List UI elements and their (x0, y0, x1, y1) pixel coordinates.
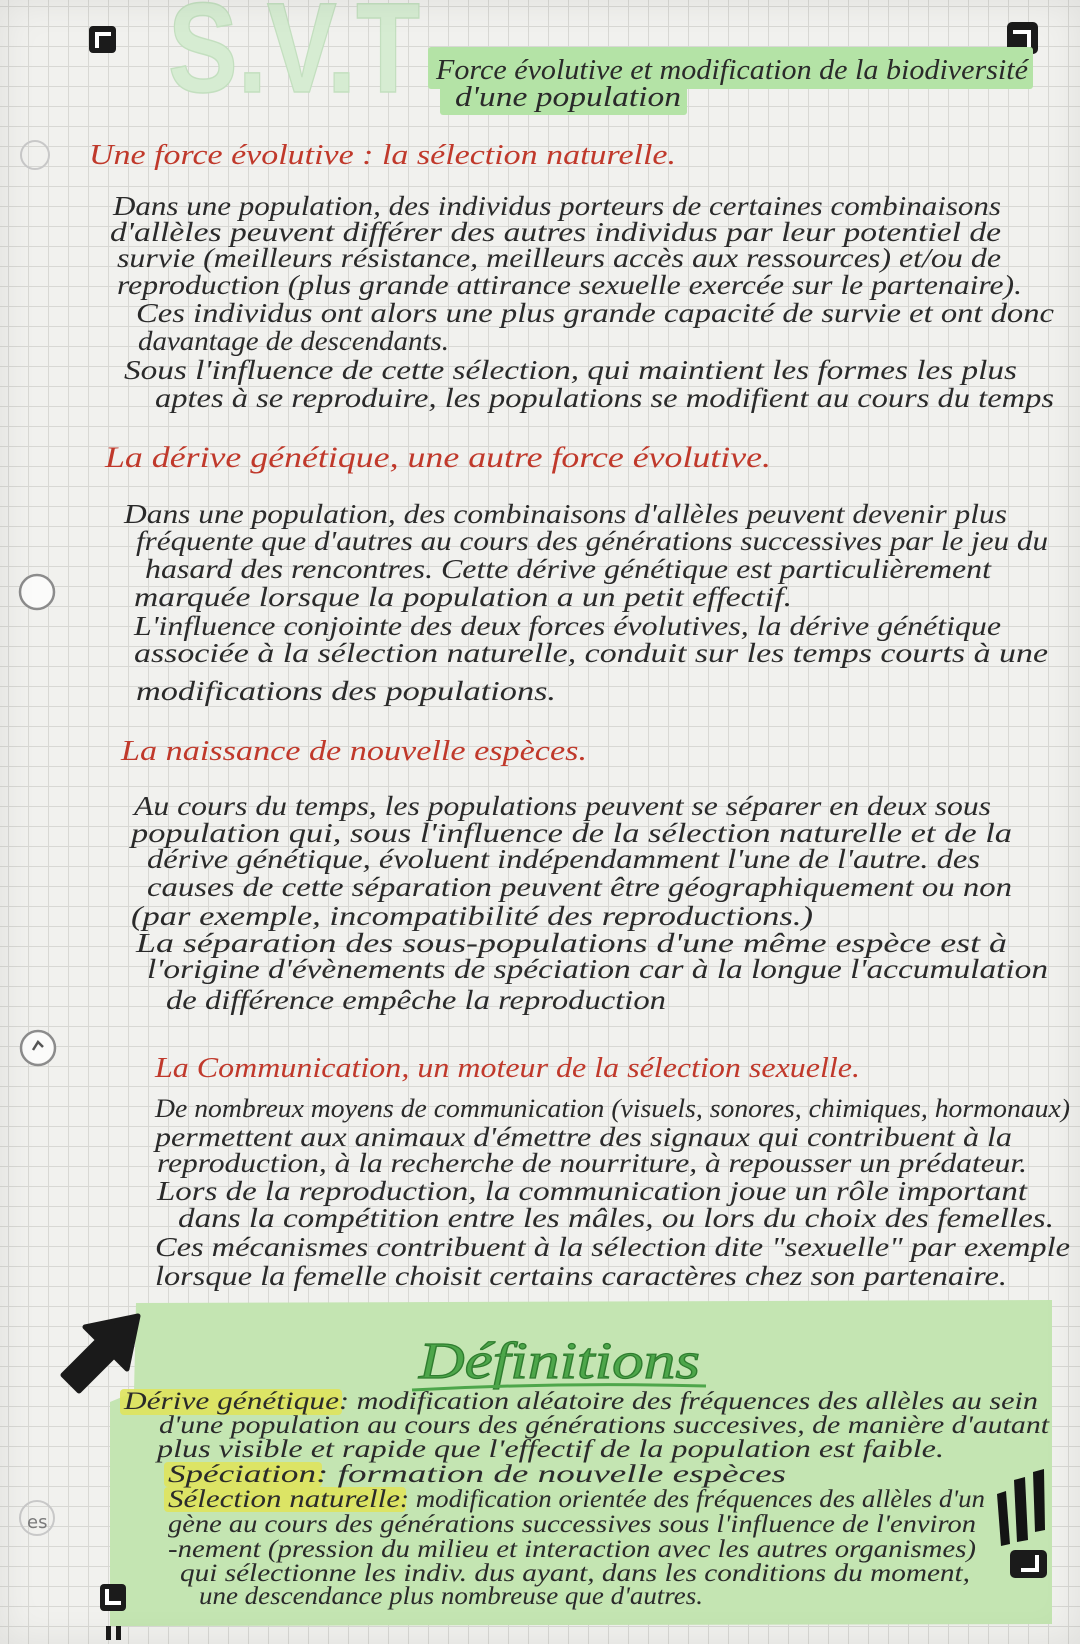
arrow-icon (63, 1316, 138, 1391)
paragraph-line: Ces mécanismes contribuent à la sélection dite "sexuelle" par exemple (155, 1232, 1071, 1262)
definition-line: une descendance plus nombreuse que d'autres. (199, 1583, 703, 1610)
marker-square (89, 26, 116, 53)
definition-line: plus visible et rapide que l'effectif de la population est faible. (154, 1436, 944, 1463)
definition-line: : modification aléatoire des fréquences des allèles au sein (339, 1388, 1038, 1415)
punch-hole (20, 575, 54, 609)
punch-hole (21, 1031, 55, 1065)
definitions-title: Définitions (417, 1333, 700, 1390)
paragraph-line: Dans une population, des combinaisons d'allèles peuvent devenir plus (122, 499, 1008, 529)
marker-square (1010, 1550, 1047, 1578)
paragraph-line: aptes à se reproduire, les populations se modifient au cours du temps (155, 383, 1054, 413)
section-heading: Une force évolutive : la sélection naturelle. (89, 139, 676, 171)
paragraph-line: L'influence conjointe des deux forces évolutives, la dérive génétique (132, 611, 1002, 641)
paragraph-line: Dans une population, des individus porteurs de certaines combinaisons (111, 191, 1001, 221)
bar-mark (106, 1626, 111, 1640)
paragraph-line: de différence empêche la reproduction (166, 985, 666, 1015)
paragraph-line: marquée lorsque la population a un petit effectif. (134, 582, 792, 612)
section-heading: La dérive génétique, une autre force évolutive. (103, 441, 772, 474)
definition-line: d'une population au cours des générations succesives, de manière d'autant (159, 1412, 1051, 1439)
paragraph-line: l'origine d'évènements de spéciation car à la longue l'accumulation (147, 954, 1048, 984)
section-heading: La Communication, un moteur de la sélection sexuelle. (153, 1053, 860, 1084)
paragraph-line: (par exemple, incompatibilité des reproductions.) (131, 901, 813, 931)
definition-line: : modification orientée des fréquences des allèles d'un (400, 1486, 985, 1513)
paragraph-line: associée à la sélection naturelle, conduit sur les temps courts à une (134, 638, 1049, 668)
paragraph-line: lorsque la femelle choisit certains caractères chez son partenaire. (155, 1261, 1007, 1291)
corner-marker-top-left-icon (89, 26, 116, 53)
paragraph-line: De nombreux moyens de communication (visuels, sonores, chimiques, hormonaux) (153, 1094, 1071, 1123)
paragraph-line: fréquente que d'autres au cours des générations successives par le jeu du (136, 526, 1048, 556)
definition-line: : formation de nouvelle espèces (316, 1461, 786, 1488)
paragraph-line: Sous l'influence de cette sélection, qui maintient les formes les plus (124, 355, 1017, 385)
margin-show-through-text: es (27, 1512, 48, 1533)
corner-marker-bottom-right-icon (1010, 1550, 1047, 1578)
paragraph-line: population qui, sous l'influence de la sélection naturelle et de la (128, 818, 1013, 848)
paragraph-line: dérive génétique, évoluent indépendamment l'une de l'autre. des (147, 844, 981, 874)
page-title-line1: Force évolutive et modification de la biodiversité (434, 55, 1030, 86)
paragraph-line: Lors de la reproduction, la communication joue un rôle important (155, 1176, 1029, 1206)
definition-term: Sélection naturelle (168, 1486, 400, 1513)
punch-hole-faint (21, 141, 49, 169)
paragraph-line: survie (meilleurs résistance, meilleurs accès aux ressources) et/ou de (117, 243, 1002, 273)
definition-line: gène au cours des générations successives sous l'influence de l'environ (168, 1511, 976, 1538)
paragraph-line: Ces individus ont alors une plus grande capacité de survie et ont donc (136, 298, 1055, 328)
paragraph-line: dans la compétition entre les mâles, ou lors du choix des femelles. (178, 1203, 1054, 1233)
paragraph-line: reproduction, à la recherche de nourriture, à repousser un prédateur. (157, 1148, 1027, 1178)
corner-marker-bottom-left-icon (100, 1584, 126, 1611)
marker-square (100, 1584, 126, 1611)
definition-term: Dérive génétique (122, 1388, 340, 1415)
paragraph-line: davantage de descendants. (138, 326, 449, 356)
paragraph-line: reproduction (plus grande attirance sexuelle exercée sur le partenaire). (117, 270, 1023, 300)
definition-line: -nement (pression du milieu et interaction avec les autres organismes) (168, 1536, 976, 1563)
stripe-mark (1033, 1469, 1045, 1532)
paragraph-line: La séparation des sous-populations d'une même espèce est à (134, 928, 1008, 958)
definition-line: qui sélectionne les indiv. dus ayant, dans les conditions du moment, (180, 1560, 970, 1587)
section-heading: La naissance de nouvelle espèces. (119, 735, 588, 767)
paragraph-line: permettent aux animaux d'émettre des signaux qui contribuent à la (152, 1122, 1013, 1152)
paragraph-line: hasard des rencontres. Cette dérive génétique est particulièrement (145, 554, 993, 584)
paragraph-line: causes de cette séparation peuvent être géographiquement ou non (147, 872, 1012, 902)
double-bar-marks (106, 1626, 121, 1640)
paragraph-line: d'allèles peuvent différer des autres individus par leur potentiel de (110, 217, 1002, 247)
bar-mark (116, 1626, 121, 1640)
paragraph-line: modifications des populations. (136, 676, 556, 706)
subject-watermark: S.V.T (168, 0, 420, 120)
page-title-line2: d'une population (455, 82, 681, 113)
definition-term: Spéciation (168, 1461, 316, 1488)
paragraph-line: Au cours du temps, les populations peuvent se séparer en deux sous (131, 791, 992, 821)
